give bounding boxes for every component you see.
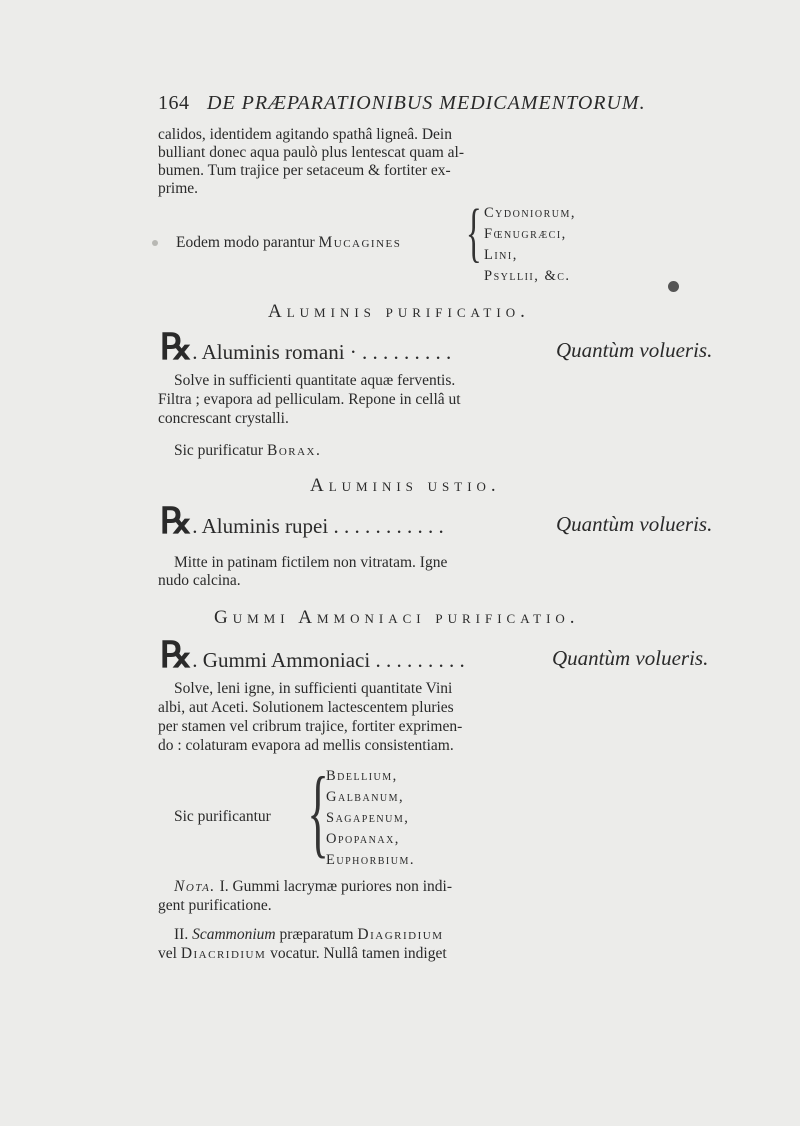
dot-leader: · . . . . . . . . . <box>344 340 452 364</box>
list-item: Bdellium, <box>326 768 398 784</box>
recipe-symbol-icon: ℞ <box>160 501 193 541</box>
list-label: Sic purificantur <box>174 808 271 825</box>
text-line: albi, aut Aceti. Solutionem lactescentem pluries <box>158 699 454 716</box>
list-item: Galbanum, <box>326 789 405 805</box>
recipe-symbol-icon: ℞ <box>160 327 193 367</box>
quantity: Quantùm volueris. <box>556 338 713 362</box>
ingredient: . Aluminis romani <box>192 340 345 364</box>
curly-brace-icon: { <box>307 756 329 867</box>
text-fragment: vel <box>158 945 177 962</box>
text-line: nudo calcina. <box>158 572 241 589</box>
roman-numeral: II. <box>174 926 189 943</box>
drug-name-caps: Diacridium <box>180 945 267 962</box>
list-item: Cydoniorum, <box>484 205 577 221</box>
list-item: Fœnugræci, <box>484 226 567 242</box>
text-line: bulliant donec aqua paulò plus lentescat quam al- <box>158 144 465 161</box>
section-title: Aluminis purificatio. <box>268 301 530 322</box>
margin-mark <box>152 240 158 246</box>
recipe-line <box>160 326 451 368</box>
list-item: Sagapenum, <box>326 810 410 826</box>
nota-label: Nota. <box>174 878 216 895</box>
nota-line-ii <box>174 926 443 944</box>
text-line: Filtra ; evapora ad pelliculam. Repone in cellâ ut <box>158 391 461 408</box>
page-header <box>158 92 646 115</box>
list-item: Opopanax, <box>326 831 400 847</box>
nota-line <box>174 878 452 896</box>
ingredient: . Gummi Ammoniaci <box>192 648 371 672</box>
gum-list <box>326 766 415 871</box>
text-line: Mitte in patinam fictilem non vitratam. Igne <box>174 554 448 571</box>
text-line: concrescant crystalli. <box>158 410 289 427</box>
note-name: Borax. <box>266 442 322 459</box>
text-line: calidos, identidem agitando spathâ ligneâ. Dein <box>158 126 452 143</box>
ink-blot <box>668 281 679 292</box>
intro-paragraph <box>158 126 464 198</box>
note-prefix: Sic purificatur <box>174 442 264 459</box>
curly-brace-icon: { <box>465 196 482 269</box>
list-item: Psyllii, &c. <box>484 268 571 284</box>
drug-name-caps: Diagridium <box>357 926 444 943</box>
recipe-line <box>160 500 444 542</box>
list-item: Euphorbium. <box>326 852 415 868</box>
ingredient: . Aluminis rupei <box>192 514 329 538</box>
text-line: do : colaturam evapora ad mellis consistentiam. <box>158 737 454 754</box>
dot-leader: . . . . . . . . . . . <box>328 514 444 538</box>
page-number: 164 <box>158 92 190 114</box>
purification-note <box>174 442 321 460</box>
label-name: Mucagines <box>318 234 402 251</box>
section-title: Gummi Ammoniaci purificatio. <box>214 607 580 628</box>
nota-line-last <box>158 945 447 963</box>
running-title: DE PRÆPARATIONIBUS MEDICAMENTORUM. <box>207 92 646 114</box>
quantity: Quantùm volueris. <box>556 512 713 536</box>
text-line: per stamen vel cribrum trajice, fortiter exprimen- <box>158 718 463 735</box>
text-line: gent purificatione. <box>158 897 272 914</box>
recipe-line <box>160 634 465 676</box>
mucagines-list <box>484 203 576 287</box>
dot-leader: . . . . . . . . . <box>370 648 465 672</box>
text-fragment: vocatur. Nullâ tamen indiget <box>270 945 447 962</box>
mucagines-label <box>176 234 401 252</box>
text-line: Solve, leni igne, in sufficienti quantitate Vini <box>174 680 453 697</box>
text-line: prime. <box>158 180 199 197</box>
text-line: bumen. Tum trajice per setaceum & fortiter ex- <box>158 162 451 179</box>
section-title: Aluminis ustio. <box>310 475 501 496</box>
list-item: Lini, <box>484 247 518 263</box>
label-prefix: Eodem modo parantur <box>176 234 315 251</box>
text-line: Solve in sufficienti quantitate aquæ ferventis. <box>174 372 456 389</box>
recipe-symbol-icon: ℞ <box>160 635 193 675</box>
quantity: Quantùm volueris. <box>552 646 709 670</box>
drug-name: Scammonium <box>192 926 276 943</box>
nota-text: I. Gummi lacrymæ puriores non indi- <box>219 878 453 895</box>
text-fragment: præparatum <box>279 926 354 943</box>
